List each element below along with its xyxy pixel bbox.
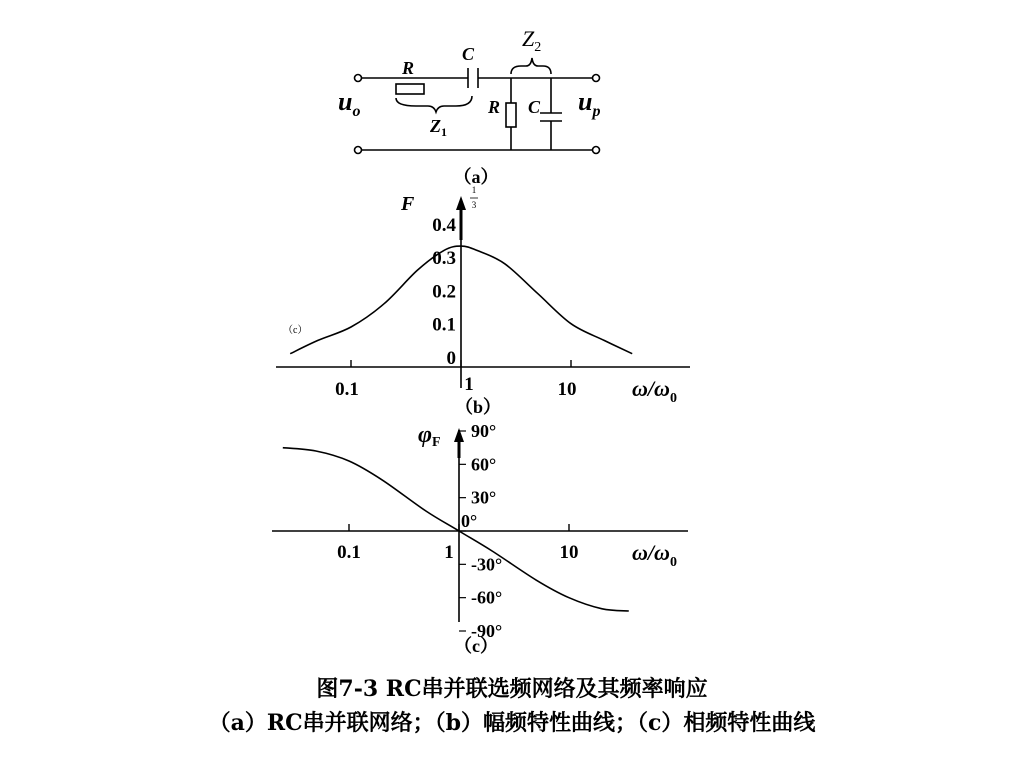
parallel-resistor-label: R — [488, 97, 501, 117]
phase-y-tick-label: 0° — [461, 511, 478, 531]
series-resistor-label: R — [402, 58, 415, 78]
input-voltage-label: $u_o$ — [338, 87, 361, 120]
amplitude-y-tick-label: 0.2 — [432, 281, 456, 303]
z1-brace — [396, 96, 472, 112]
phase-response-chart — [272, 421, 688, 656]
z2-label: $Z_2$ — [522, 26, 542, 55]
figure-subtitle: （a）RC串并联网络；（b）幅频特性曲线；（c）相频特性曲线 — [208, 710, 816, 736]
amplitude-y-arrowhead — [456, 196, 466, 210]
series-capacitor-label: C — [462, 44, 475, 64]
amplitude-y-tick-label: 0.4 — [432, 214, 456, 236]
amplitude-y-tick-label: 0 — [446, 348, 456, 369]
circuit-diagram — [355, 58, 600, 154]
amplitude-y-tick-label: 0.1 — [432, 314, 456, 336]
output-terminal-bottom — [593, 147, 600, 154]
parallel-resistor — [506, 103, 516, 127]
output-terminal-top — [593, 75, 600, 82]
amplitude-x-tick-label: 1 — [464, 374, 474, 395]
output-voltage-label: $u_p$ — [578, 87, 601, 120]
peak-fraction-num: 1 — [471, 185, 477, 195]
phase-x-tick-label: 0.1 — [337, 542, 361, 563]
amplitude-side-note: （c） — [283, 325, 308, 336]
amplitude-y-label: F — [401, 193, 415, 215]
z1-label: $Z_1$ — [430, 116, 447, 139]
amplitude-x-tick-label: 0.1 — [335, 379, 359, 400]
phase-y-arrowhead — [454, 428, 464, 442]
phase-y-tick-label: -60° — [471, 587, 503, 608]
series-resistor — [396, 84, 424, 94]
peak-fraction-den: 3 — [471, 200, 477, 210]
phase-y-label: φF — [418, 422, 441, 450]
phase-y-tick-label: 90° — [471, 421, 497, 441]
phase-x-tick-label: 1 — [444, 542, 454, 563]
panel-c-label: （c） — [454, 636, 498, 656]
phase-y-tick-label: -90° — [471, 621, 503, 641]
input-terminal-bottom — [355, 147, 362, 154]
panel-b-label: （b） — [454, 397, 502, 417]
amplitude-x-label: $\omega/\omega_0$ — [632, 376, 677, 406]
amplitude-x-tick-label: 10 — [557, 379, 577, 400]
amplitude-y-tick-label: 0.3 — [432, 248, 456, 270]
z2-brace — [511, 58, 551, 74]
panel-a-label: （a） — [453, 167, 499, 187]
input-terminal-top — [355, 75, 362, 82]
phase-x-tick-label: 10 — [559, 542, 579, 563]
parallel-capacitor-label: C — [528, 97, 541, 117]
phase-curve — [283, 448, 629, 611]
figure-title: 图7-3 RC串并联选频网络及其频率响应 — [316, 676, 708, 702]
phase-y-tick-label: 60° — [471, 454, 497, 475]
phase-x-label: $\omega/\omega_0$ — [632, 540, 677, 570]
amplitude-response-chart — [276, 185, 690, 417]
phase-y-tick-label: 30° — [471, 487, 497, 508]
phase-y-tick-label: -30° — [471, 554, 503, 575]
